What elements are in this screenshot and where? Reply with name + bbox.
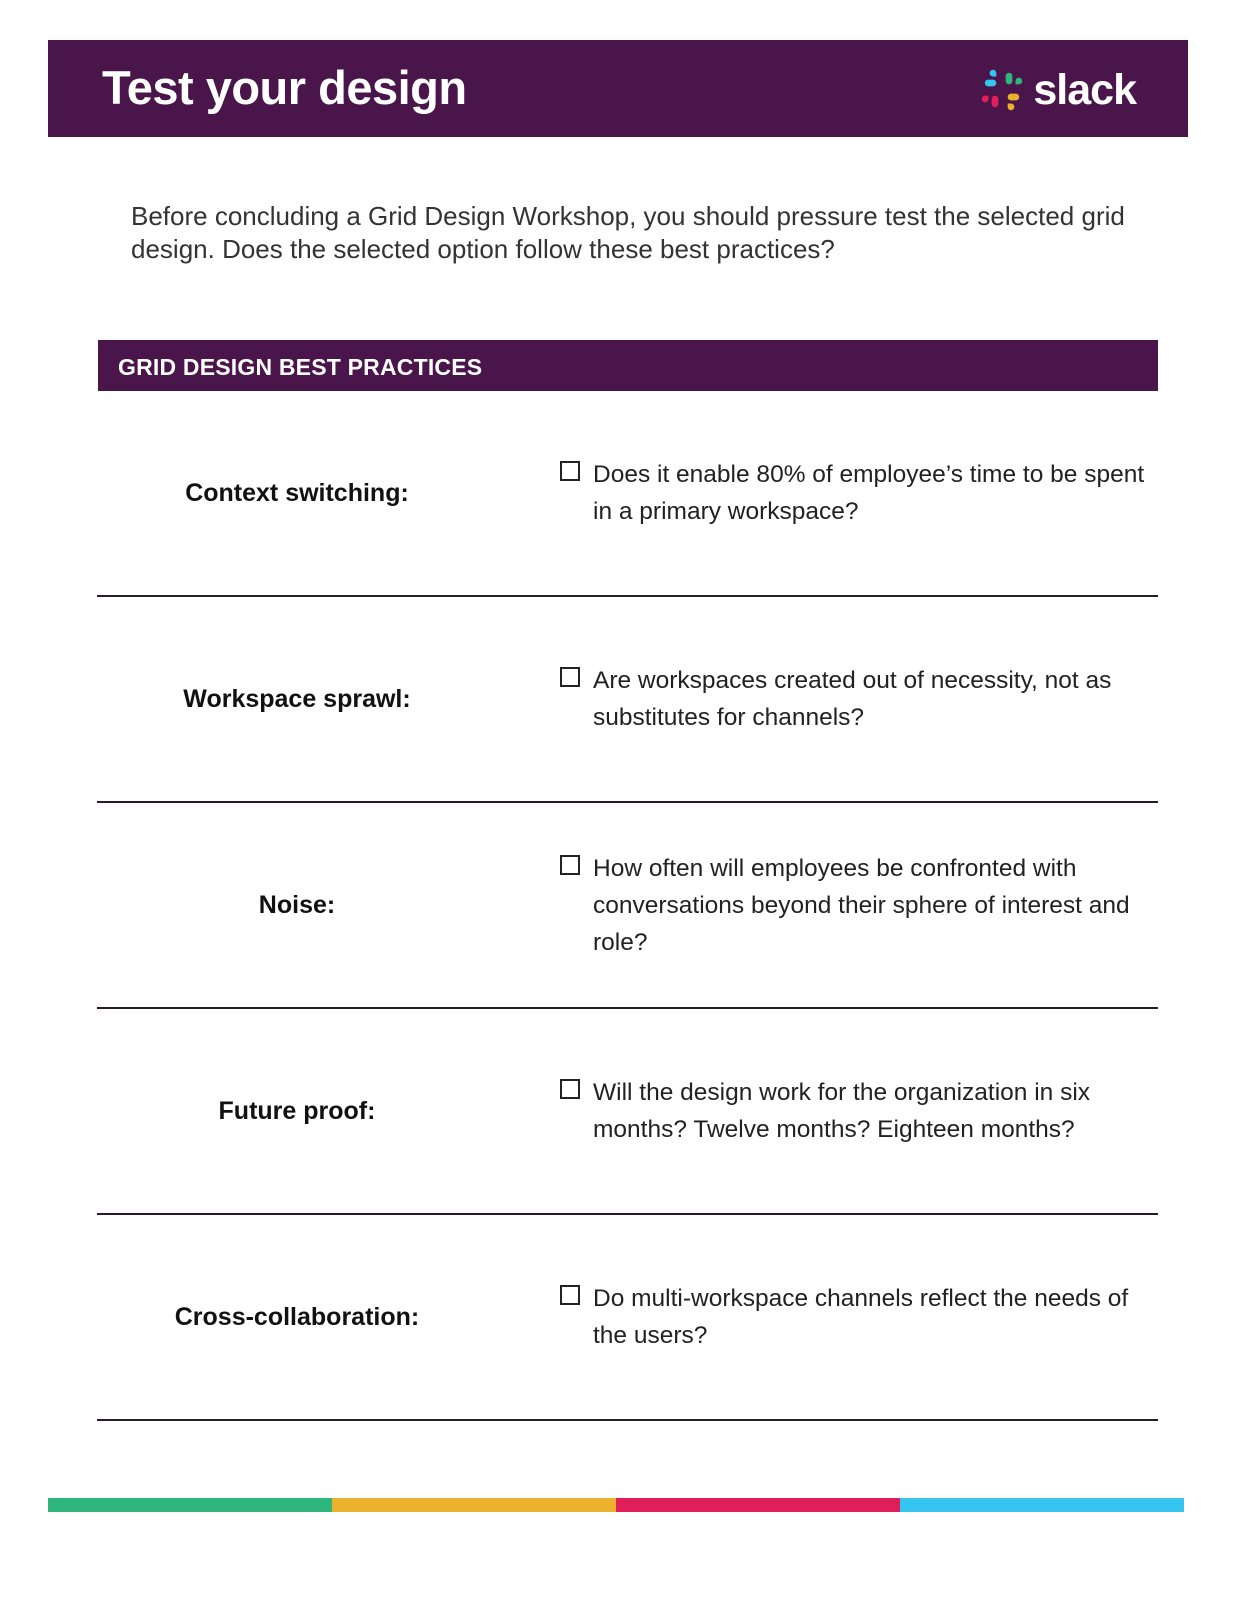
- practice-row-cross-collaboration: [97, 1215, 1158, 1421]
- practice-question: Do multi-workspace channels reflect the needs of the users?: [593, 1285, 1129, 1349]
- intro-paragraph: Before concluding a Grid Design Workshop, you should pressure test the selected grid design. Does the selected option follow these best practices?: [131, 201, 1125, 264]
- practice-checklist-item: [560, 597, 1150, 801]
- practice-checklist-item: [560, 803, 1150, 1007]
- practice-checklist-item: [560, 1215, 1150, 1419]
- practice-label: Future proof:: [218, 1096, 376, 1125]
- stripe-segment-blue: [900, 1498, 1184, 1512]
- practice-question: How often will employees be confronted with conversations beyond their sphere of interest and role?: [593, 854, 1130, 956]
- brand-logo: [981, 66, 1136, 114]
- checklist-item: [560, 456, 1150, 530]
- checkbox[interactable]: [560, 667, 580, 687]
- checkbox[interactable]: [560, 1285, 580, 1305]
- practice-label: Context switching:: [185, 478, 409, 507]
- page-title: Test your design: [102, 61, 467, 114]
- checkbox[interactable]: [560, 461, 580, 481]
- footer-color-stripe: [48, 1498, 1184, 1512]
- practice-question: Are workspaces created out of necessity, not as substitutes for channels?: [593, 667, 1112, 731]
- practice-question: Does it enable 80% of employee’s time to be spent in a primary workspace?: [593, 461, 1145, 525]
- slack-logo-icon: [981, 69, 1023, 111]
- practice-row-noise: [97, 803, 1158, 1009]
- practice-label: Cross-collaboration:: [174, 1302, 420, 1331]
- stripe-segment-yellow: [332, 1498, 616, 1512]
- checklist-item: [560, 662, 1150, 736]
- checklist-item: [560, 1074, 1150, 1148]
- practice-row-future-proof: [97, 1009, 1158, 1215]
- practices-table: [97, 391, 1158, 1421]
- section-header: [98, 340, 1158, 391]
- practice-label: Noise:: [258, 890, 336, 919]
- practice-row-workspace-sprawl: [97, 597, 1158, 803]
- practice-checklist-item: [560, 391, 1150, 595]
- brand-wordmark: slack: [1033, 65, 1136, 114]
- checkbox[interactable]: [560, 855, 580, 875]
- section-title: GRID DESIGN BEST PRACTICES: [118, 354, 483, 380]
- practice-row-context-switching: [97, 391, 1158, 597]
- practice-question: Will the design work for the organization in six months? Twelve months? Eighteen months?: [593, 1079, 1091, 1143]
- practice-checklist-item: [560, 1009, 1150, 1213]
- stripe-segment-red: [616, 1498, 900, 1512]
- checklist-item: [560, 850, 1150, 961]
- header-banner: [48, 40, 1188, 137]
- checkbox[interactable]: [560, 1079, 580, 1099]
- checklist-item: [560, 1280, 1150, 1354]
- practice-label: Workspace sprawl:: [183, 684, 411, 713]
- stripe-segment-green: [48, 1498, 332, 1512]
